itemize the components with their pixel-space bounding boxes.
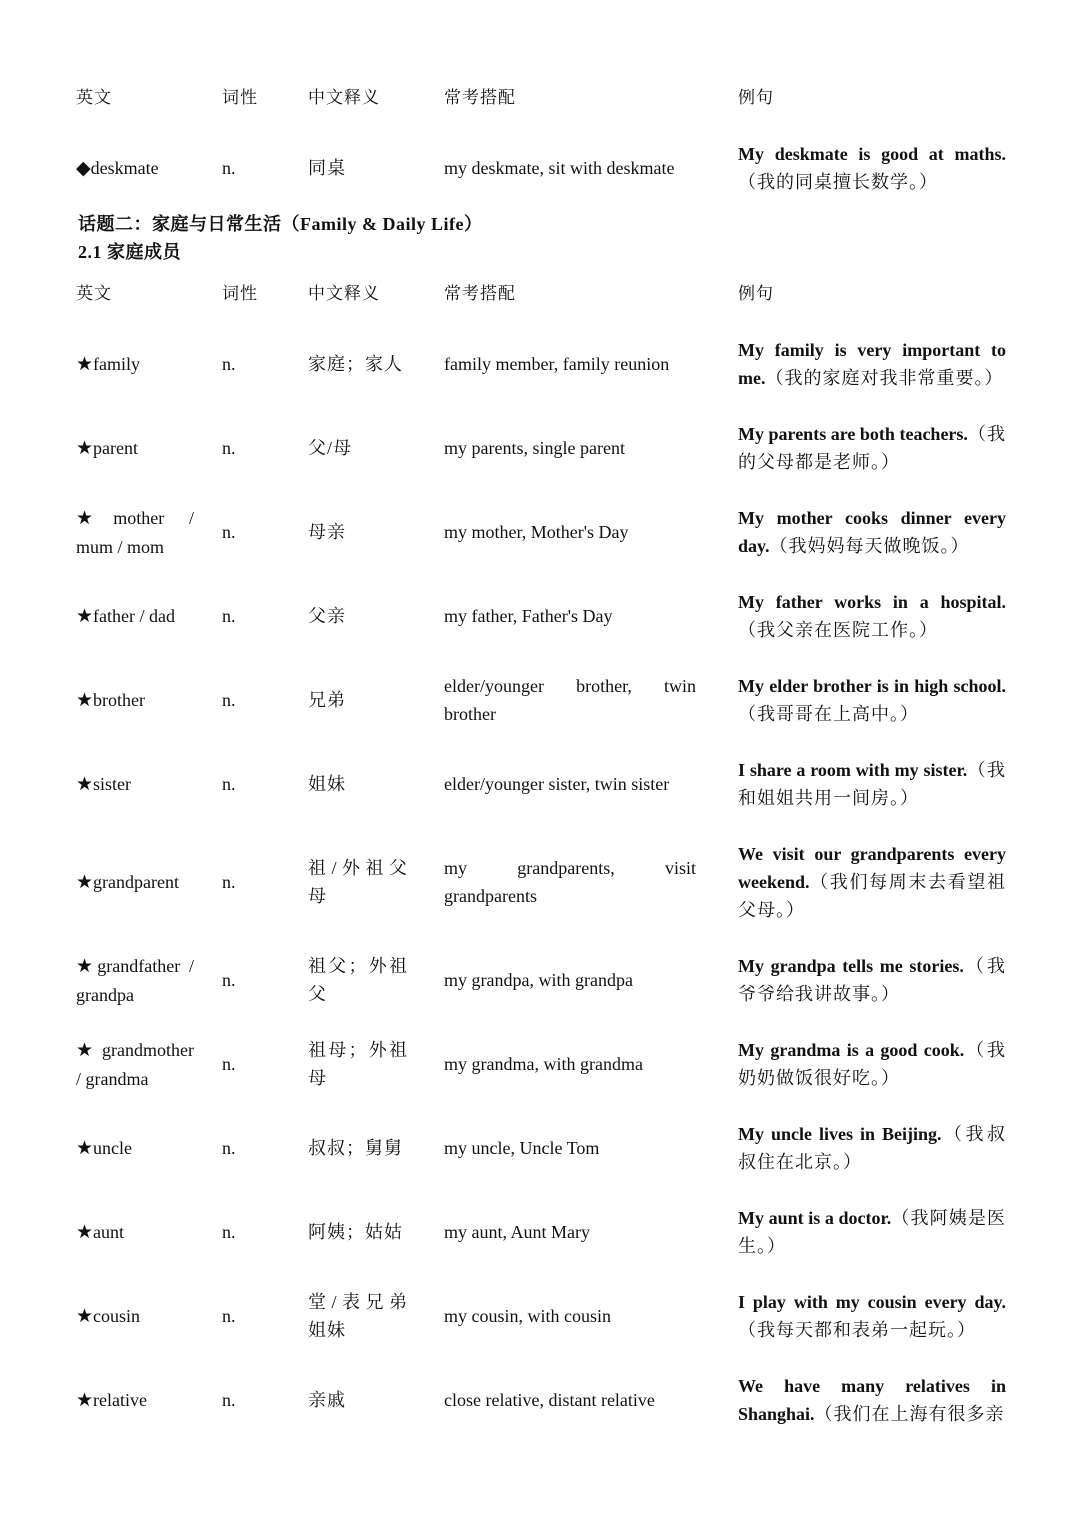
pos-cell: n. (222, 690, 236, 710)
collocation-cell: elder/younger sister, twin sister (444, 774, 670, 794)
chinese-cell: 家庭；家人 (308, 354, 403, 374)
example-cell (738, 322, 1006, 406)
table-row (76, 322, 1006, 406)
header-english: 英文 (76, 284, 112, 303)
star-marker-icon: ★ (76, 437, 94, 459)
example-cell (738, 826, 1006, 938)
chinese-cell: 父亲 (308, 606, 346, 626)
word: mother / mum / mom (76, 507, 194, 557)
word: grandmother / grandma (76, 1039, 194, 1089)
chinese-cell: 同桌 (308, 158, 346, 178)
chinese-cell: 祖父；外祖父 (308, 956, 408, 1004)
table-row (76, 1022, 1006, 1106)
pos-cell: n. (222, 970, 236, 990)
star-marker-icon: ★ (76, 871, 94, 893)
word: family (93, 353, 141, 374)
pos-cell: n. (222, 1054, 236, 1074)
table-row (76, 126, 1006, 210)
star-marker-icon: ★ (76, 1039, 103, 1061)
word: relative (93, 1389, 148, 1410)
header-chinese: 中文释义 (308, 88, 380, 107)
example-chinese: （我每天都和表弟一起玩。） (738, 1320, 976, 1340)
example-cell (738, 742, 1006, 826)
example-chinese: （我的家庭对我非常重要。） (765, 368, 1004, 388)
diamond-marker-icon: ◆ (76, 157, 91, 179)
word-cell (76, 1274, 222, 1358)
table-row (76, 658, 1006, 742)
pos-cell: n. (222, 1138, 236, 1158)
example-chinese: （我的同桌擅长数学。） (738, 172, 938, 192)
pos-cell: n. (222, 158, 236, 178)
chinese-cell: 祖母；外祖母 (308, 1040, 408, 1088)
chinese-cell: 姐妹 (308, 774, 346, 794)
table-row (76, 490, 1006, 574)
example-english: We visit our grandparents every weekend. (738, 844, 1006, 892)
section-subtitle: 2.1 家庭成员 (78, 242, 181, 262)
table-row (76, 938, 1006, 1022)
example-chinese: （我们在上海有很多亲 (814, 1404, 1005, 1424)
header-example: 例句 (738, 88, 774, 107)
chinese-cell: 母亲 (308, 522, 346, 542)
example-chinese: （我父亲在医院工作。） (738, 620, 938, 640)
example-english: My uncle lives in Beijing. (738, 1124, 942, 1144)
chinese-cell: 亲戚 (308, 1390, 346, 1410)
chinese-cell: 叔叔；舅舅 (308, 1138, 403, 1158)
star-marker-icon: ★ (76, 1389, 94, 1411)
word-cell (76, 406, 222, 490)
header-pos: 词性 (222, 284, 258, 303)
example-chinese: （我们每周末去看望祖父母。） (738, 872, 1006, 920)
vocab-table-top (76, 70, 1006, 210)
header-collocation: 常考搭配 (444, 284, 516, 303)
table-row (76, 406, 1006, 490)
star-marker-icon: ★ (76, 773, 94, 795)
example-cell (738, 126, 1006, 210)
chinese-cell: 堂/表兄弟姐妹 (308, 1292, 408, 1340)
table-row (76, 1358, 1006, 1442)
example-english: My parents are both teachers. (738, 424, 968, 444)
word: sister (93, 773, 132, 794)
pos-cell: n. (222, 1222, 236, 1242)
word: parent (93, 437, 139, 458)
header-english: 英文 (76, 88, 112, 107)
collocation-cell: my deskmate, sit with deskmate (444, 158, 675, 178)
pos-cell: n. (222, 872, 236, 892)
star-marker-icon: ★ (76, 1305, 94, 1327)
example-chinese: （我阿姨是医生。） (738, 1208, 1007, 1256)
word-cell (76, 322, 222, 406)
example-cell (738, 1106, 1006, 1190)
collocation-cell: my grandma, with grandma (444, 1054, 643, 1074)
word-cell (76, 826, 222, 938)
header-example: 例句 (738, 284, 774, 303)
star-marker-icon: ★ (76, 1137, 94, 1159)
table-row (76, 1106, 1006, 1190)
word: brother (93, 689, 146, 710)
example-english: My elder brother is in high school. (738, 676, 1006, 696)
example-english: My father works in a hospital. (738, 592, 1006, 612)
star-marker-icon: ★ (76, 605, 94, 627)
word: grandfather / grandpa (76, 955, 194, 1005)
collocation-cell: my mother, Mother's Day (444, 522, 629, 542)
pos-cell: n. (222, 522, 236, 542)
collocation-cell: my uncle, Uncle Tom (444, 1138, 600, 1158)
word-cell (76, 490, 222, 574)
example-chinese: （我和姐姐共用一间房。） (738, 760, 1007, 808)
word: grandparent (93, 871, 180, 892)
table-header-row (76, 70, 1006, 126)
example-cell (738, 1022, 1006, 1106)
example-english: My deskmate is good at maths. (738, 144, 1006, 164)
word: uncle (93, 1137, 133, 1158)
word-cell (76, 1190, 222, 1274)
example-english: My grandpa tells me stories. (738, 956, 964, 976)
example-english: I share a room with my sister. (738, 760, 968, 780)
example-chinese: （我哥哥在上高中。） (738, 704, 919, 724)
chinese-cell: 父/母 (308, 438, 353, 458)
example-cell (738, 938, 1006, 1022)
chinese-cell: 阿姨；姑姑 (308, 1222, 403, 1242)
table-header-row (76, 266, 1006, 322)
word-cell (76, 1358, 222, 1442)
star-marker-icon: ★ (76, 955, 98, 977)
collocation-cell: family member, family reunion (444, 354, 670, 374)
pos-cell: n. (222, 1390, 236, 1410)
word-cell (76, 1106, 222, 1190)
collocation-cell: close relative, distant relative (444, 1390, 655, 1410)
example-cell (738, 574, 1006, 658)
collocation-cell: elder/younger brother, twin brother (444, 676, 696, 724)
collocation-cell: my aunt, Aunt Mary (444, 1222, 590, 1242)
word-cell (76, 658, 222, 742)
word-cell (76, 574, 222, 658)
table-row (76, 742, 1006, 826)
collocation-cell: my cousin, with cousin (444, 1306, 611, 1326)
example-cell (738, 1190, 1006, 1274)
example-chinese: （我叔叔住在北京。） (738, 1124, 1006, 1172)
collocation-cell: my father, Father's Day (444, 606, 613, 626)
pos-cell: n. (222, 1306, 236, 1326)
header-chinese: 中文释义 (308, 284, 380, 303)
example-cell (738, 1358, 1006, 1442)
header-pos: 词性 (222, 88, 258, 107)
word: cousin (93, 1305, 141, 1326)
example-cell (738, 490, 1006, 574)
word-cell (76, 126, 222, 210)
star-marker-icon: ★ (76, 689, 94, 711)
pos-cell: n. (222, 354, 236, 374)
table-row (76, 1190, 1006, 1274)
table-row (76, 826, 1006, 938)
example-cell (738, 658, 1006, 742)
example-cell (738, 406, 1006, 490)
example-english: My grandma is a good cook. (738, 1040, 965, 1060)
example-cell (738, 1274, 1006, 1358)
header-collocation: 常考搭配 (444, 88, 516, 107)
example-english: My aunt is a doctor. (738, 1208, 892, 1228)
example-english: My family is very important to me. (738, 340, 1006, 388)
pos-cell: n. (222, 606, 236, 626)
collocation-cell: my parents, single parent (444, 438, 625, 458)
table-row (76, 1274, 1006, 1358)
example-chinese: （我的父母都是老师。） (738, 424, 1006, 472)
word: father / dad (93, 605, 176, 626)
star-marker-icon: ★ (76, 1221, 94, 1243)
pos-cell: n. (222, 774, 236, 794)
word-cell (76, 742, 222, 826)
example-chinese: （我妈妈每天做晚饭。） (769, 536, 970, 556)
chinese-cell: 兄弟 (308, 690, 346, 710)
collocation-cell: my grandparents, visit grandparents (444, 858, 696, 906)
chinese-cell: 祖/外祖父母 (308, 858, 408, 906)
star-marker-icon: ★ (76, 507, 114, 529)
pos-cell: n. (222, 438, 236, 458)
example-english: I play with my cousin every day. (738, 1292, 1006, 1312)
word: deskmate (90, 157, 159, 178)
word-cell (76, 1022, 222, 1106)
vocab-table-family (76, 266, 1006, 1442)
example-chinese: （我奶奶做饭很好吃。） (738, 1040, 1007, 1088)
word: aunt (93, 1221, 125, 1242)
example-english: My mother cooks dinner every day. (738, 508, 1006, 556)
example-chinese: （我爷爷给我讲故事。） (738, 956, 1007, 1004)
example-english: We have many relatives in Shanghai. (738, 1376, 1006, 1424)
table-row (76, 574, 1006, 658)
collocation-cell: my grandpa, with grandpa (444, 970, 633, 990)
star-marker-icon: ★ (76, 353, 94, 375)
word-cell (76, 938, 222, 1022)
section-title: 话题二：家庭与日常生活（Family & Daily Life） (78, 214, 483, 234)
